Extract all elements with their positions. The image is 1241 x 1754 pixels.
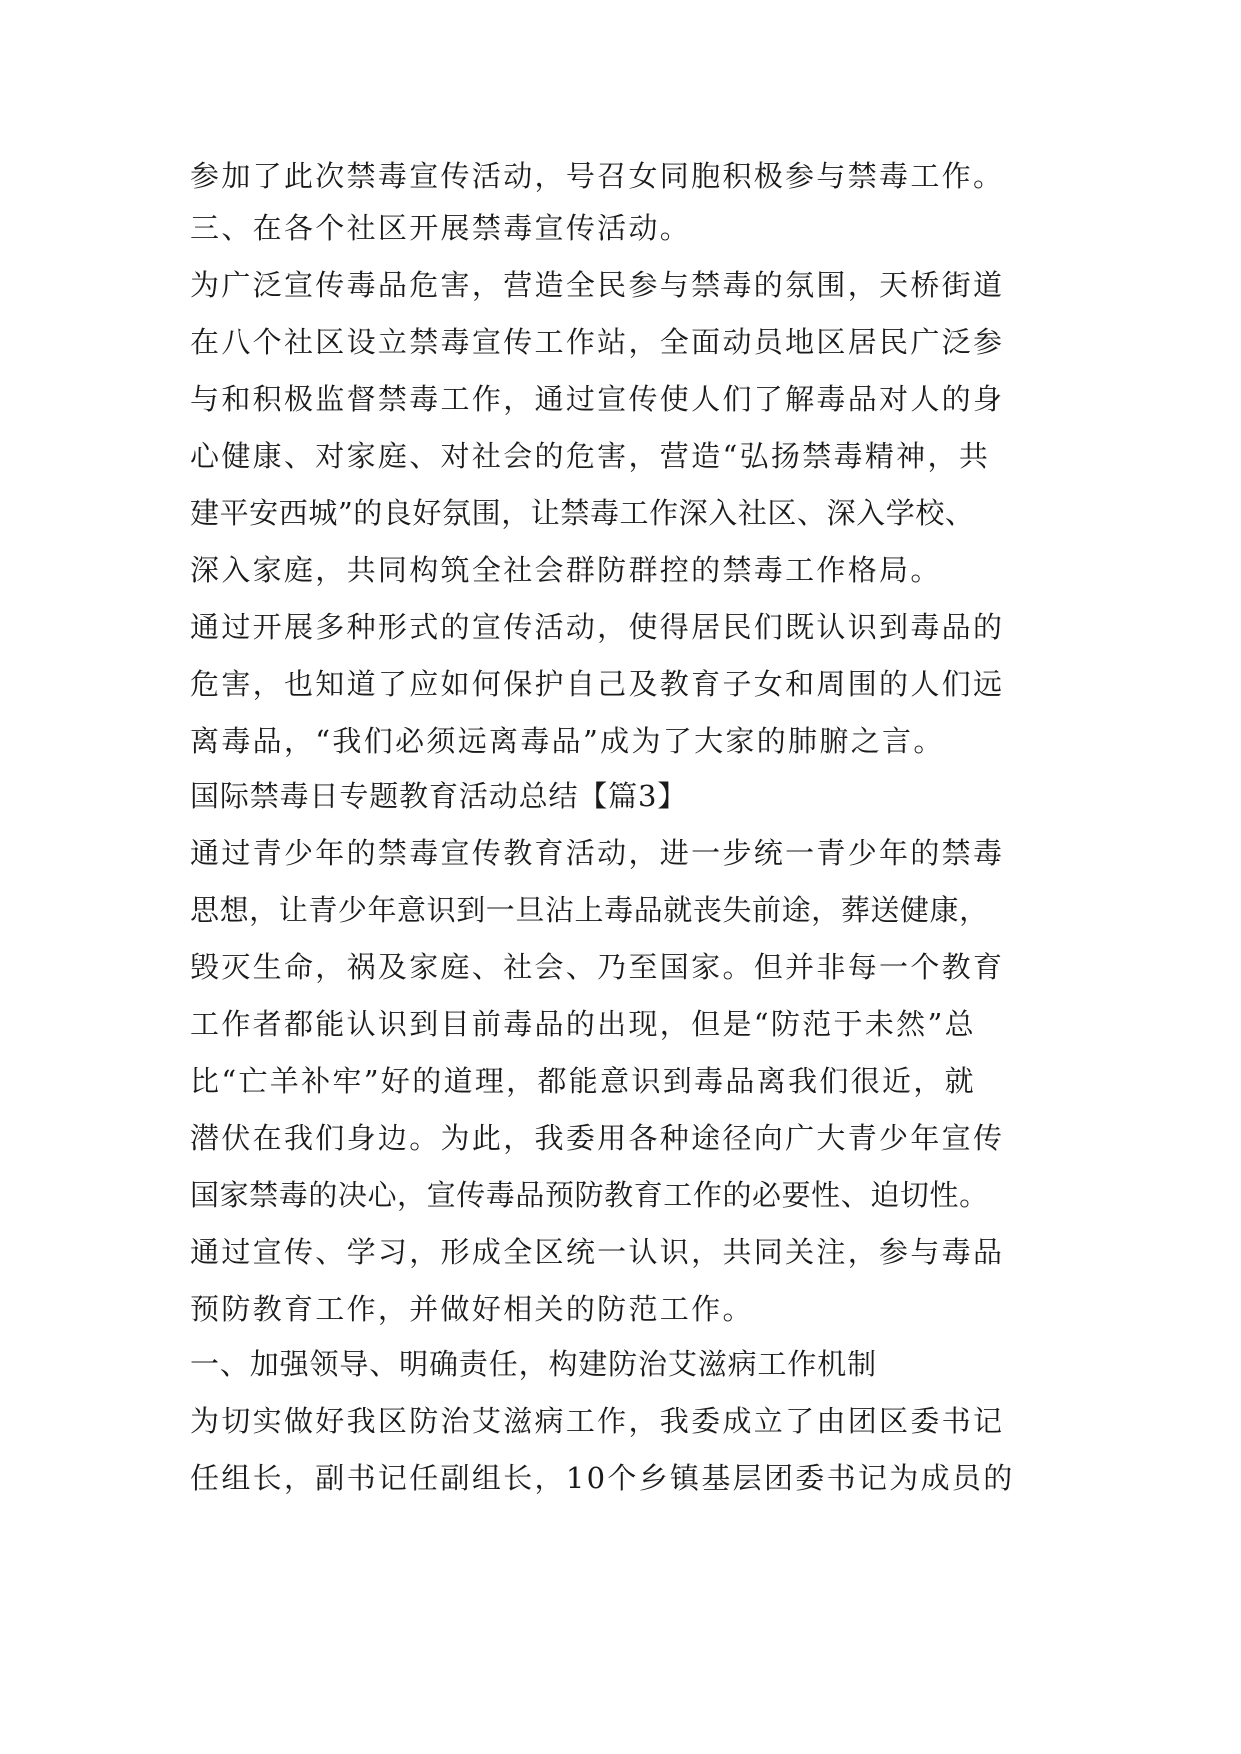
section-heading: 三、在各个社区开展禁毒宣传活动。 <box>190 211 692 245</box>
article-title: 国际禁毒日专题教育活动总结【篇3】 <box>190 779 688 813</box>
section-heading: 一、加强领导、明确责任，构建防治艾滋病工作机制 <box>190 1347 878 1381</box>
text-line: 预防教育工作，并做好相关的防范工作。 <box>190 1292 754 1326</box>
text-line: 潜伏在我们身边。为此，我委用各种途径向广大青少年宣传 <box>190 1121 1005 1155</box>
text-line: 工作者都能认识到目前毒品的出现，但是“防范于未然”总 <box>190 1007 976 1041</box>
text-line: 思想，让青少年意识到一旦沾上毒品就丧失前途，葬送健康， <box>190 893 989 927</box>
text-line: 危害，也知道了应如何保护自己及教育子女和周围的人们远 <box>190 667 1005 701</box>
text-line: 通过宣传、学习，形成全区统一认识，共同关注，参与毒品 <box>190 1235 1005 1269</box>
text-line: 通过开展多种形式的宣传活动，使得居民们既认识到毒品的 <box>190 610 1005 644</box>
text-line: 在八个社区设立禁毒宣传工作站，全面动员地区居民广泛参 <box>190 325 1005 359</box>
text-line: 建平安西城”的良好氛围，让禁毒工作深入社区、深入学校、 <box>190 496 975 530</box>
text-line: 比“亡羊补牢”好的道理，都能意识到毒品离我们很近，就 <box>190 1064 976 1098</box>
text-line: 通过青少年的禁毒宣传教育活动，进一步统一青少年的禁毒 <box>190 836 1005 870</box>
text-line: 深入家庭，共同构筑全社会群防群控的禁毒工作格局。 <box>190 553 942 587</box>
text-line: 与和积极监督禁毒工作，通过宣传使人们了解毒品对人的身 <box>190 382 1005 416</box>
text-line: 毁灭生命，祸及家庭、社会、乃至国家。但并非每一个教育 <box>190 950 1005 984</box>
text-line: 任组长，副书记任副组长，10个乡镇基层团委书记为成员的 <box>190 1461 1015 1495</box>
text-line: 离毒品，“我们必须远离毒品”成为了大家的肺腑之言。 <box>190 724 945 758</box>
text-line: 参加了此次禁毒宣传活动，号召女同胞积极参与禁毒工作。 <box>190 159 1005 193</box>
text-line: 为广泛宣传毒品危害，营造全民参与禁毒的氛围，天桥街道 <box>190 268 1005 302</box>
text-line: 国家禁毒的决心，宣传毒品预防教育工作的必要性、迫切性。 <box>190 1178 989 1212</box>
text-line: 为切实做好我区防治艾滋病工作，我委成立了由团区委书记 <box>190 1404 1005 1438</box>
text-line: 心健康、对家庭、对社会的危害，营造“弘扬禁毒精神，共 <box>190 439 991 473</box>
